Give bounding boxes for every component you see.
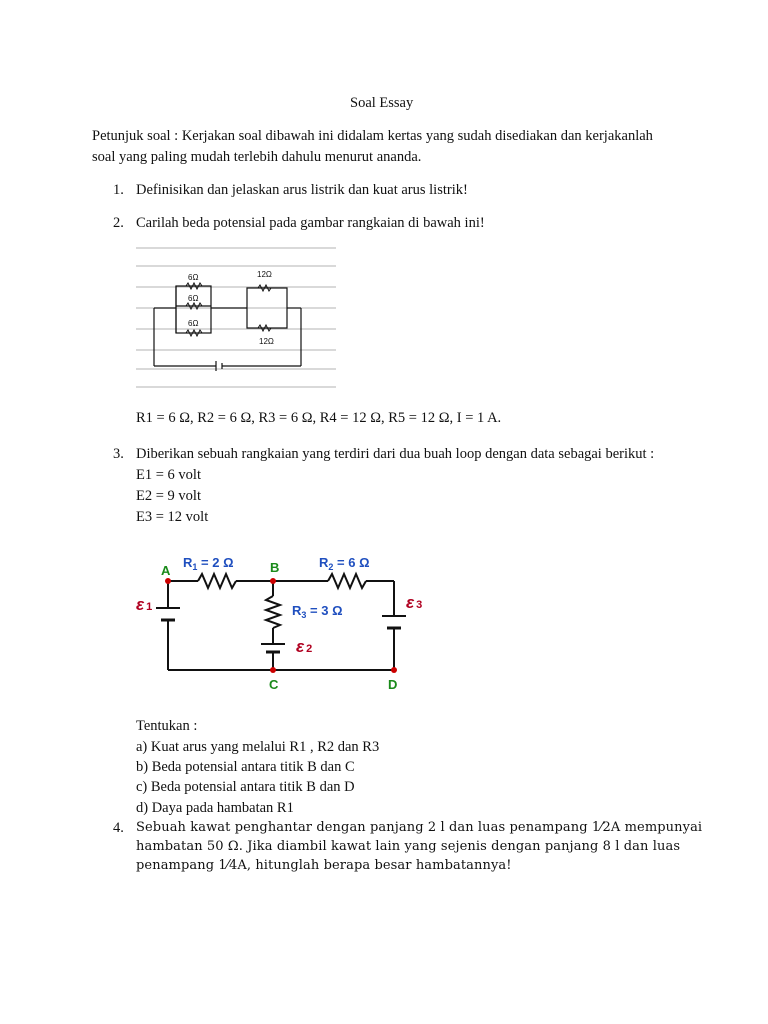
q3-e3: E3 = 12 volt — [136, 509, 209, 525]
page-title: Soal Essay — [350, 95, 414, 111]
sketch-label-r-mid: 6Ω — [188, 294, 199, 303]
r1-label: $R_1 = 2$ Ω — [183, 555, 234, 572]
q2-number: 2. — [113, 215, 124, 231]
q3-part-d: d) Daya pada hambatan R1 — [136, 800, 294, 816]
q2-text: Carilah beda potensial pada gambar rangkaian di bawah ini! — [136, 215, 485, 231]
node-label-a: A — [161, 563, 171, 578]
q1-text: Definisikan dan jelaskan arus listrik dan kuat arus listrik! — [136, 182, 468, 198]
sketch-label-r-right-bot: 12Ω — [259, 337, 274, 346]
q2-circuit-sketch — [136, 244, 336, 392]
emf3-label: ε 3 — [406, 593, 423, 612]
q3-part-c: c) Beda potensial antara titik B dan D — [136, 779, 355, 795]
node-dot-a — [165, 578, 171, 584]
q3-number: 3. — [113, 446, 124, 462]
sketch-label-r-right-top: 12Ω — [257, 270, 272, 279]
emf2-label: ε 2 — [296, 637, 313, 656]
q3-circuit-diagram — [128, 548, 438, 698]
sketch-label-r-bot: 6Ω — [188, 319, 199, 328]
q2-values: R1 = 6 Ω, R2 = 6 Ω, R3 = 6 Ω, R4 = 12 Ω, R5 = 12 Ω, I = 1 A. — [136, 410, 502, 426]
node-label-b: B — [270, 560, 280, 575]
q3-part-a: a) Kuat arus yang melalui R1 , R2 dan R3 — [136, 739, 380, 755]
r2-label: $R_2 = 6$ Ω — [319, 555, 370, 572]
q3-e2: E2 = 9 volt — [136, 488, 201, 504]
q4-line-2: hambatan 50 Ω. Jika diambil kawat lain yang sejenis dengan panjang 8 l dan luas — [136, 839, 681, 854]
q3-part-b: b) Beda potensial antara titik B dan C — [136, 759, 355, 775]
instruction-line-2: soal yang paling mudah terlebih dahulu menurut ananda. — [92, 149, 422, 165]
node-label-d: D — [388, 677, 398, 692]
q3-e1: E1 = 6 volt — [136, 467, 201, 483]
q4-line-3: penampang 1⁄4A, hitunglah berapa besar hambatannya! — [136, 858, 512, 873]
node-dot-c — [270, 667, 276, 673]
node-dot-b — [270, 578, 276, 584]
node-label-c: C — [269, 677, 279, 692]
sketch-label-r-top: 6Ω — [188, 273, 199, 282]
r3-label: $R_3 = 3$ Ω — [292, 603, 343, 620]
emf1-label: ε 1 — [136, 595, 153, 614]
q1-number: 1. — [113, 182, 124, 198]
node-dot-d — [391, 667, 397, 673]
q4-number: 4. — [113, 820, 124, 836]
q3-tentukan: Tentukan : — [136, 718, 198, 734]
q4-line-1: Sebuah kawat penghantar dengan panjang 2 l dan luas penampang 1⁄2A mempunyai — [136, 820, 703, 835]
instruction-line-1: Petunjuk soal : Kerjakan soal dibawah ini didalam kertas yang sudah disediakan dan kerjakanlah — [92, 128, 653, 144]
q3-text: Diberikan sebuah rangkaian yang terdiri dari dua buah loop dengan data sebagai berikut : — [136, 446, 655, 462]
